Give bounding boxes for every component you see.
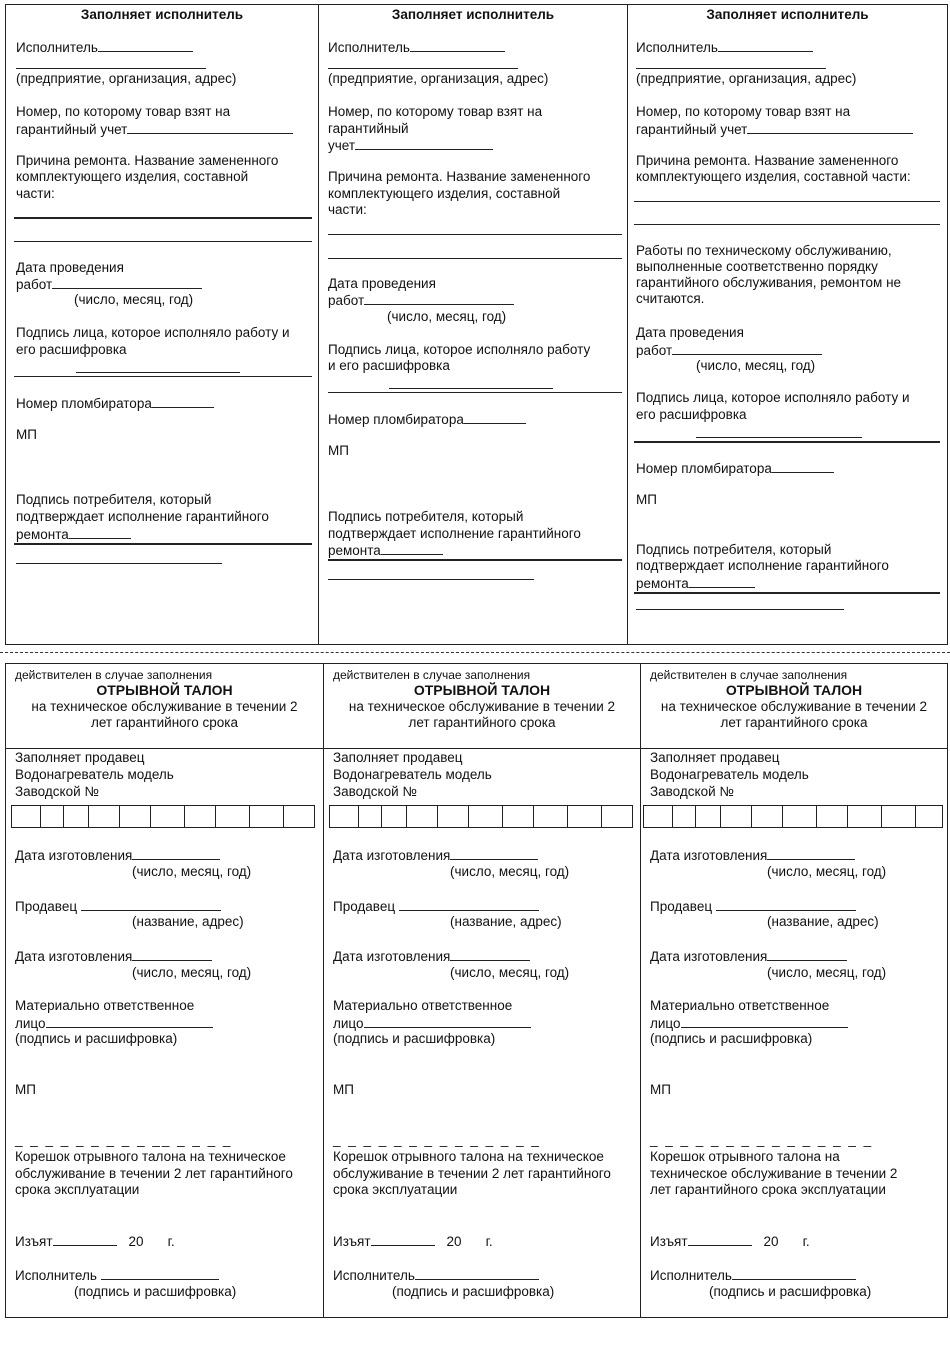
taken-label: Изъят — [650, 1234, 688, 1249]
responsible-label-2: лицо — [15, 1016, 46, 1031]
consumer-label-3: ремонта — [636, 576, 689, 591]
serial-number-grid[interactable] — [329, 805, 633, 828]
reason-field-line[interactable] — [634, 201, 940, 202]
stub-cut-dashes: _ _ _ _ _ _ _ _ _ __ _ _ _ _ — [15, 1132, 233, 1147]
seller-label: Продавец — [650, 899, 713, 914]
sign-field-line[interactable] — [76, 372, 240, 373]
stub-label-3: лет гарантийного срока эксплуатации — [650, 1182, 886, 1197]
executor-label: Исполнитель — [16, 40, 98, 55]
consumer-label: Подпись потребителя, который — [328, 509, 524, 524]
stub-label-2: обслуживание в течении 2 лет гарантийного — [333, 1166, 611, 1181]
mfg-date-label: Дата изготовления — [15, 848, 133, 863]
executor-field-line[interactable] — [16, 68, 206, 69]
executor-field[interactable] — [98, 39, 193, 52]
serial-number-grid[interactable] — [11, 805, 315, 828]
mfg-date-label-2: Дата изготовления — [333, 949, 451, 964]
org-note: (предприятие, организация, адрес) — [636, 71, 857, 86]
year-suffix: г. — [167, 1234, 175, 1249]
sign-field-line[interactable] — [389, 388, 553, 389]
mp-stamp: МП — [16, 427, 37, 442]
date-field[interactable] — [364, 292, 514, 305]
reason-field-line-2[interactable] — [634, 224, 940, 225]
seller-label: Продавец — [333, 899, 396, 914]
number-label-2: гарантийный учет — [16, 122, 128, 137]
executor-field[interactable] — [101, 1267, 219, 1280]
reason-label: Причина ремонта. Название замененного — [16, 153, 279, 168]
seller-note: (название, адрес) — [450, 914, 562, 929]
coupon-column-3 — [640, 664, 947, 1317]
valid-note: действителен в случае заполнения — [333, 668, 531, 682]
responsible-note: (подпись и расшифровка) — [15, 1031, 178, 1046]
executor-label: Исполнитель — [15, 1268, 97, 1283]
mfg-date-label: Дата изготовления — [333, 848, 451, 863]
year-suffix: г. — [485, 1234, 493, 1249]
number-field[interactable] — [355, 137, 493, 150]
executor-field[interactable] — [732, 1267, 856, 1280]
column-header: Заполняет исполнитель — [80, 7, 244, 22]
executor-label: Исполнитель — [650, 1268, 732, 1283]
sign-note: (подпись и расшифровка) — [709, 1284, 872, 1299]
org-note: (предприятие, организация, адрес) — [328, 71, 549, 86]
seal-no-field[interactable] — [152, 395, 214, 408]
responsible-label: Материально ответственное — [15, 998, 195, 1013]
sign-underline — [14, 376, 312, 377]
date-note: (число, месяц, год) — [74, 292, 194, 307]
reason-field-line[interactable] — [14, 217, 312, 219]
reason-label-2: комплектующего изделия, составной — [328, 186, 561, 201]
reason-label-3: части: — [328, 202, 367, 217]
column-header: Заполняет исполнитель — [391, 7, 555, 22]
seller-fills-label: Заполняет продавец — [333, 750, 463, 765]
mfg-date-label-2: Дата изготовления — [15, 949, 133, 964]
executor-column-1 — [6, 5, 318, 644]
date-label-2: работ — [16, 277, 53, 292]
date-label-2: работ — [636, 343, 673, 358]
mfg-date-field[interactable] — [450, 847, 538, 860]
header-divider — [641, 748, 947, 749]
number-label: Номер, по которому товар взят на — [16, 104, 231, 119]
maintenance-note: Работы по техническому обслуживанию, — [636, 243, 892, 258]
stub-label: Корешок отрывного талона на — [650, 1149, 840, 1164]
coupon-section — [5, 663, 948, 1318]
cut-line — [0, 652, 950, 653]
mp-stamp: МП — [15, 1082, 36, 1097]
reason-field-line[interactable] — [328, 234, 622, 235]
taken-field[interactable] — [371, 1233, 435, 1246]
mfg-date-field[interactable] — [132, 847, 220, 860]
responsible-label: Материально ответственное — [650, 998, 830, 1013]
sign-note: (подпись и расшифровка) — [392, 1284, 555, 1299]
sign-label: Подпись лица, которое исполняло работу и — [636, 390, 910, 405]
consumer-label-3: ремонта — [16, 527, 69, 542]
sign-label-2: его расшифровка — [636, 407, 747, 422]
reason-label-2: комплектующего изделия, составной части: — [636, 169, 911, 184]
date-note-2: (число, месяц, год) — [767, 965, 887, 980]
maintenance-note-3: гарантийного обслуживания, ремонтом не — [636, 275, 902, 290]
responsible-field[interactable] — [681, 1015, 848, 1028]
executor-label: Исполнитель — [328, 40, 410, 55]
sign-note: (подпись и расшифровка) — [74, 1284, 237, 1299]
seller-label: Продавец — [15, 899, 78, 914]
coupon-subtitle-2: лет гарантийного срока — [720, 715, 868, 730]
coupon-subtitle-2: лет гарантийного срока — [408, 715, 556, 730]
date-label: Дата проведения — [328, 276, 436, 291]
coupon-title: ОТРЫВНОЙ ТАЛОН — [413, 682, 551, 698]
number-label: Номер, по которому товар взят на — [328, 104, 543, 119]
executor-field[interactable] — [410, 39, 505, 52]
coupon-subtitle-2: лет гарантийного срока — [90, 715, 239, 730]
mp-stamp: МП — [636, 492, 657, 507]
date-note: (число, месяц, год) — [696, 358, 816, 373]
seller-fills-label: Заполняет продавец — [15, 750, 145, 765]
coupon-subtitle: на техническое обслуживание в течении 2 — [660, 699, 928, 714]
date-note: (число, месяц, год) — [387, 309, 507, 324]
year-prefix: 20 — [128, 1234, 144, 1249]
serial-label: Заводской № — [15, 784, 99, 799]
seal-no-field[interactable] — [772, 460, 834, 473]
date-label-2: работ — [328, 293, 365, 308]
reason-label: Причина ремонта. Название замененного — [636, 153, 899, 168]
consumer-label-2: подтверждает исполнение гарантийного — [636, 558, 889, 573]
sign-label: Подпись лица, которое исполняло работу и — [16, 325, 290, 340]
seller-field[interactable] — [399, 898, 539, 911]
date-note: (число, месяц, год) — [767, 864, 887, 879]
executor-field-line[interactable] — [328, 68, 518, 69]
date-note: (число, месяц, год) — [450, 864, 570, 879]
consumer-field[interactable] — [381, 542, 443, 555]
coupon-subtitle: на техническое обслуживание в течении 2 — [31, 699, 298, 714]
coupon-column-1 — [6, 664, 323, 1317]
taken-label: Изъят — [333, 1234, 371, 1249]
date-note-2: (число, месяц, год) — [450, 965, 570, 980]
executor-column-2 — [318, 5, 627, 644]
serial-label: Заводской № — [333, 784, 417, 799]
seal-no-field[interactable] — [464, 411, 526, 424]
model-label: Водонагреватель модель — [650, 767, 809, 782]
coupon-title: ОТРЫВНОЙ ТАЛОН — [725, 682, 863, 698]
date-note: (число, месяц, год) — [132, 864, 252, 879]
executor-field-line[interactable] — [636, 68, 826, 69]
responsible-note: (подпись и расшифровка) — [650, 1031, 813, 1046]
stub-label: Корешок отрывного талона на техническое — [15, 1149, 286, 1164]
maintenance-note-4: считаются. — [636, 291, 705, 306]
seal-no-label: Номер пломбиратора — [636, 461, 772, 476]
responsible-field[interactable] — [46, 1015, 213, 1028]
seller-field[interactable] — [81, 898, 221, 911]
number-label: Номер, по которому товар взят на — [636, 104, 851, 119]
seal-no-label: Номер пломбиратора — [16, 396, 152, 411]
valid-note: действителен в случае заполнения — [15, 668, 213, 682]
coupon-title: ОТРЫВНОЙ ТАЛОН — [96, 682, 233, 698]
year-prefix: 20 — [446, 1234, 462, 1249]
consumer-sign-line[interactable] — [636, 609, 844, 610]
mp-stamp: МП — [328, 443, 349, 458]
executor-field[interactable] — [415, 1267, 539, 1280]
sign-underline — [328, 392, 622, 393]
mfg-date-label: Дата изготовления — [650, 848, 768, 863]
number-label-2: гарантийный учет — [636, 122, 748, 137]
mfg-date-field-2[interactable] — [450, 948, 530, 961]
mfg-date-field-2[interactable] — [132, 948, 212, 961]
stub-cut-dashes: _ _ _ _ _ _ _ _ _ _ _ _ _ _ _ — [650, 1132, 874, 1147]
reason-label-3: части: — [16, 186, 55, 201]
model-label: Водонагреватель модель — [15, 767, 174, 782]
model-label: Водонагреватель модель — [333, 767, 492, 782]
responsible-note: (подпись и расшифровка) — [333, 1031, 496, 1046]
date-note-2: (число, месяц, год) — [132, 965, 252, 980]
mfg-date-field-2[interactable] — [767, 948, 847, 961]
consumer-field[interactable] — [689, 575, 755, 588]
consumer-sign-line[interactable] — [328, 579, 534, 580]
stub-cut-dashes: _ _ _ _ _ _ _ _ _ _ _ _ _ _ — [333, 1132, 541, 1147]
responsible-label-2: лицо — [650, 1016, 681, 1031]
responsible-field[interactable] — [364, 1015, 531, 1028]
stub-label-3: срока эксплуатации — [15, 1182, 140, 1197]
sign-label: Подпись лица, которое исполняло работу — [328, 342, 591, 357]
consumer-sign-line[interactable] — [16, 563, 222, 564]
seal-no-label: Номер пломбиратора — [328, 412, 464, 427]
mfg-date-label-2: Дата изготовления — [650, 949, 768, 964]
consumer-label: Подпись потребителя, который — [636, 542, 832, 557]
mp-stamp: МП — [650, 1082, 671, 1097]
year-suffix: г. — [802, 1234, 810, 1249]
taken-label: Изъят — [15, 1234, 53, 1249]
year-prefix: 20 — [763, 1234, 779, 1249]
number-field[interactable] — [127, 121, 293, 134]
executor-section — [5, 4, 948, 645]
column-header: Заполняет исполнитель — [706, 7, 869, 22]
seller-fills-label: Заполняет продавец — [650, 750, 780, 765]
sign-field-line[interactable] — [696, 437, 862, 438]
sign-label-2: и его расшифровка — [328, 358, 450, 373]
seller-note: (название, адрес) — [132, 914, 244, 929]
date-label: Дата проведения — [636, 325, 744, 340]
header-divider — [6, 748, 323, 749]
date-field[interactable] — [672, 342, 822, 355]
reason-field-line-2[interactable] — [14, 241, 312, 242]
consumer-underline — [14, 543, 312, 545]
taken-field[interactable] — [688, 1233, 752, 1246]
consumer-label-2: подтверждает исполнение гарантийного — [16, 509, 269, 524]
number-label-3: учет — [328, 138, 356, 153]
mfg-date-field[interactable] — [767, 847, 855, 860]
consumer-label-3: ремонта — [328, 543, 381, 558]
serial-label: Заводской № — [650, 784, 734, 799]
seller-note: (название, адрес) — [767, 914, 879, 929]
date-label: Дата проведения — [16, 260, 124, 275]
stub-label-2: обслуживание в течении 2 лет гарантийного — [15, 1166, 293, 1181]
responsible-label: Материально ответственное — [333, 998, 513, 1013]
valid-note: действителен в случае заполнения — [650, 668, 848, 682]
header-divider — [324, 748, 640, 749]
serial-number-grid[interactable] — [643, 805, 943, 828]
executor-field[interactable] — [718, 39, 813, 52]
coupon-column-2 — [323, 664, 640, 1317]
maintenance-note-2: выполненные соответственно порядку — [636, 259, 878, 274]
taken-field[interactable] — [53, 1233, 117, 1246]
consumer-label-2: подтверждает исполнение гарантийного — [328, 526, 581, 541]
stub-label: Корешок отрывного талона на техническое — [333, 1149, 604, 1164]
consumer-underline — [328, 559, 622, 561]
reason-field-line-2[interactable] — [328, 258, 622, 259]
responsible-label-2: лицо — [333, 1016, 364, 1031]
mp-stamp: МП — [333, 1082, 354, 1097]
reason-label-2: комплектующего изделия, составной — [16, 169, 249, 184]
executor-label: Исполнитель — [333, 1268, 415, 1283]
stub-label-2: техническое обслуживание в течении 2 — [650, 1166, 898, 1181]
seller-field[interactable] — [716, 898, 856, 911]
consumer-field[interactable] — [69, 526, 131, 539]
coupon-subtitle: на техническое обслуживание в течении 2 — [348, 699, 616, 714]
consumer-label: Подпись потребителя, который — [16, 492, 212, 507]
reason-label: Причина ремонта. Название замененного — [328, 169, 591, 184]
sign-underline — [634, 441, 940, 443]
number-field[interactable] — [747, 121, 913, 134]
executor-column-3 — [627, 5, 947, 644]
stub-label-3: срока эксплуатации — [333, 1182, 458, 1197]
consumer-underline — [634, 592, 940, 594]
org-note: (предприятие, организация, адрес) — [16, 71, 237, 86]
date-field[interactable] — [52, 276, 202, 289]
number-label-2: гарантийный — [328, 121, 409, 136]
executor-label: Исполнитель — [636, 40, 718, 55]
sign-label-2: его расшифровка — [16, 342, 127, 357]
